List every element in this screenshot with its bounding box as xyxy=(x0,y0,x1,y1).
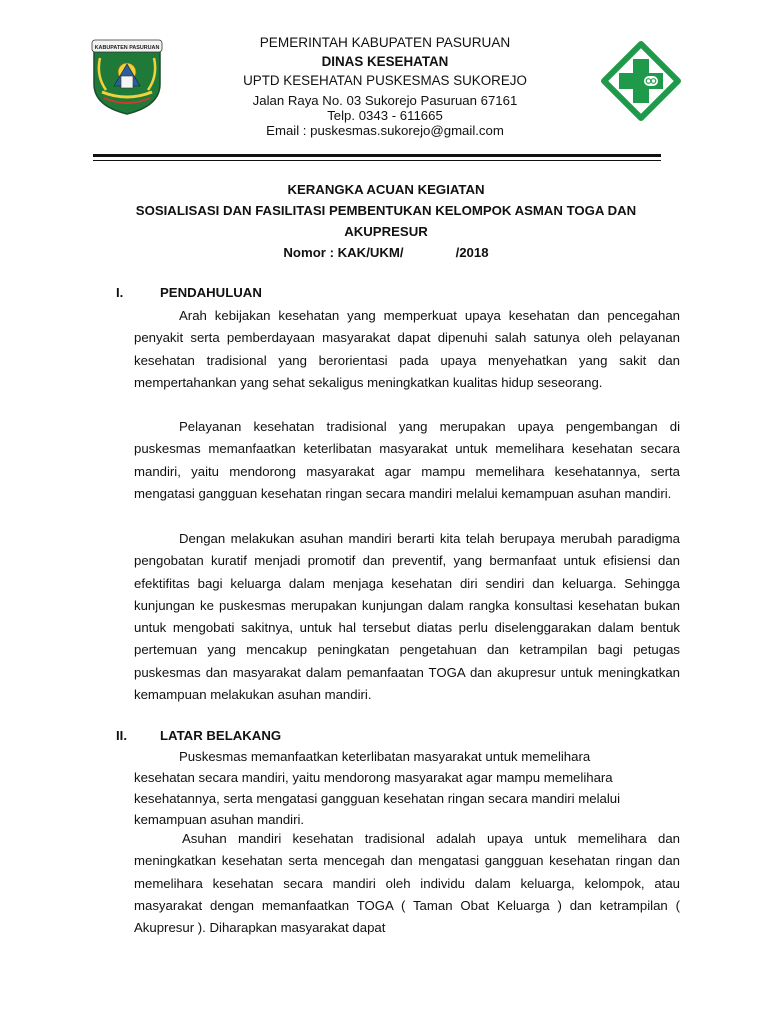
document-number-prefix: Nomor : KAK/UKM/ xyxy=(283,245,404,260)
paragraph: Asuhan mandiri kesehatan tradisional adalah upaya untuk memelihara dan meningkatkan kesehatan serta mencegah dan mengatasi gangguan kesehatan ringan dan memelihara kesehatan secara mandiri oleh individu dalam keluarga, kelompok, atau masyarakat dengan memanfaatkan TOGA ( Taman Obat Keluarga ) dan ketrampilan ( Akupresur ). Diharapkan masyarakat dapat xyxy=(134,831,680,936)
emblem-banner-text: KABUPATEN PASURUAN xyxy=(94,45,160,51)
section-title: PENDAHULUAN xyxy=(160,285,262,300)
document-title xyxy=(90,179,682,263)
letterhead-unit: UPTD KESEHATAN PUSKESMAS SUKOREJO xyxy=(243,73,527,88)
letterhead-email: Email : puskesmas.sukorejo@gmail.com xyxy=(266,123,504,138)
section-heading-latar-belakang xyxy=(116,728,281,743)
section-heading-pendahuluan xyxy=(116,285,262,300)
letterhead-divider-thin xyxy=(93,160,661,161)
paragraph: Puskesmas memanfaatkan keterlibatan masyarakat untuk memelihara kesehatan secara mandiri, yaitu mendorong masyarakat agar mampu memelihara kesehatannya, serta mengatasi gangguan kesehatan ringan secara mandiri melalui kemampuan asuhan mandiri. xyxy=(134,749,621,827)
letterhead-department: DINAS KESEHATAN xyxy=(321,54,449,69)
document-number-suffix: /2018 xyxy=(455,245,489,260)
paragraph: Pelayanan kesehatan tradisional yang merupakan upaya pengembangan di puskesmas memanfaatkan keterlibatan masyarakat untuk memelihara kesehatan secara mandiri, yaitu mendorong masyarakat agar mampu memelihara kesehatannya, serta mengatasi gangguan kesehatan ringan secara mandiri melalui kemampuan asuhan mandiri. xyxy=(134,419,680,501)
letterhead-divider-thick xyxy=(93,154,661,157)
section-number: II. xyxy=(116,728,127,743)
title-line-2: SOSIALISASI DAN FASILITASI PEMBENTUKAN KELOMPOK ASMAN TOGA DAN xyxy=(135,203,637,218)
title-line-1: KERANGKA ACUAN KEGIATAN xyxy=(287,182,485,197)
kabupaten-pasuruan-emblem-icon xyxy=(86,36,168,116)
puskesmas-cross-logo-icon xyxy=(600,40,682,122)
document-number xyxy=(283,242,488,263)
letterhead-phone: Telp. 0343 - 611665 xyxy=(327,108,443,123)
letterhead-government: PEMERINTAH KABUPATEN PASURUAN xyxy=(259,35,511,50)
section-title: LATAR BELAKANG xyxy=(160,728,282,743)
letterhead-address: Jalan Raya No. 03 Sukorejo Pasuruan 67161 xyxy=(252,93,518,108)
paragraph: Dengan melakukan asuhan mandiri berarti kita telah berupaya merubah paradigma pengobatan kuratif menjadi promotif dan preventif, yang bermanfaat untuk efisiensi dan efektifitas bagi keluarga dalam menjaga kesehatan diri sendiri dan keluarga. Sehingga kunjungan ke puskesmas merupakan kunjungan dalam rangka konsultasi kesehatan bukan untuk mengobati sakitnya, untuk hal tersebut diatas perlu diselenggarakan dalam bentuk pertemuan yang mencakup peningkatan pengetahuan dan ketrampilan bagi petugas puskesmas dan masyarakat dalam pemanfaatan TOGA dan akupresur untuk meningkatkan kemampuan melakukan asuhan mandiri. xyxy=(134,531,680,703)
section-number: I. xyxy=(116,285,124,300)
letterhead xyxy=(190,34,580,138)
paragraph: Arah kebijakan kesehatan yang memperkuat upaya kesehatan dan pencegahan penyakit serta pemberdayaan masyarakat dapat dipenuhi salah satunya oleh pelayanan kesehatan tradisional yang berorientasi pada upaya menyehatkan yang sakit dan mempertahankan yang sehat sekaligus meningkatkan kualitas hidup seseorang. xyxy=(134,308,680,390)
title-line-3: AKUPRESUR xyxy=(344,224,428,239)
